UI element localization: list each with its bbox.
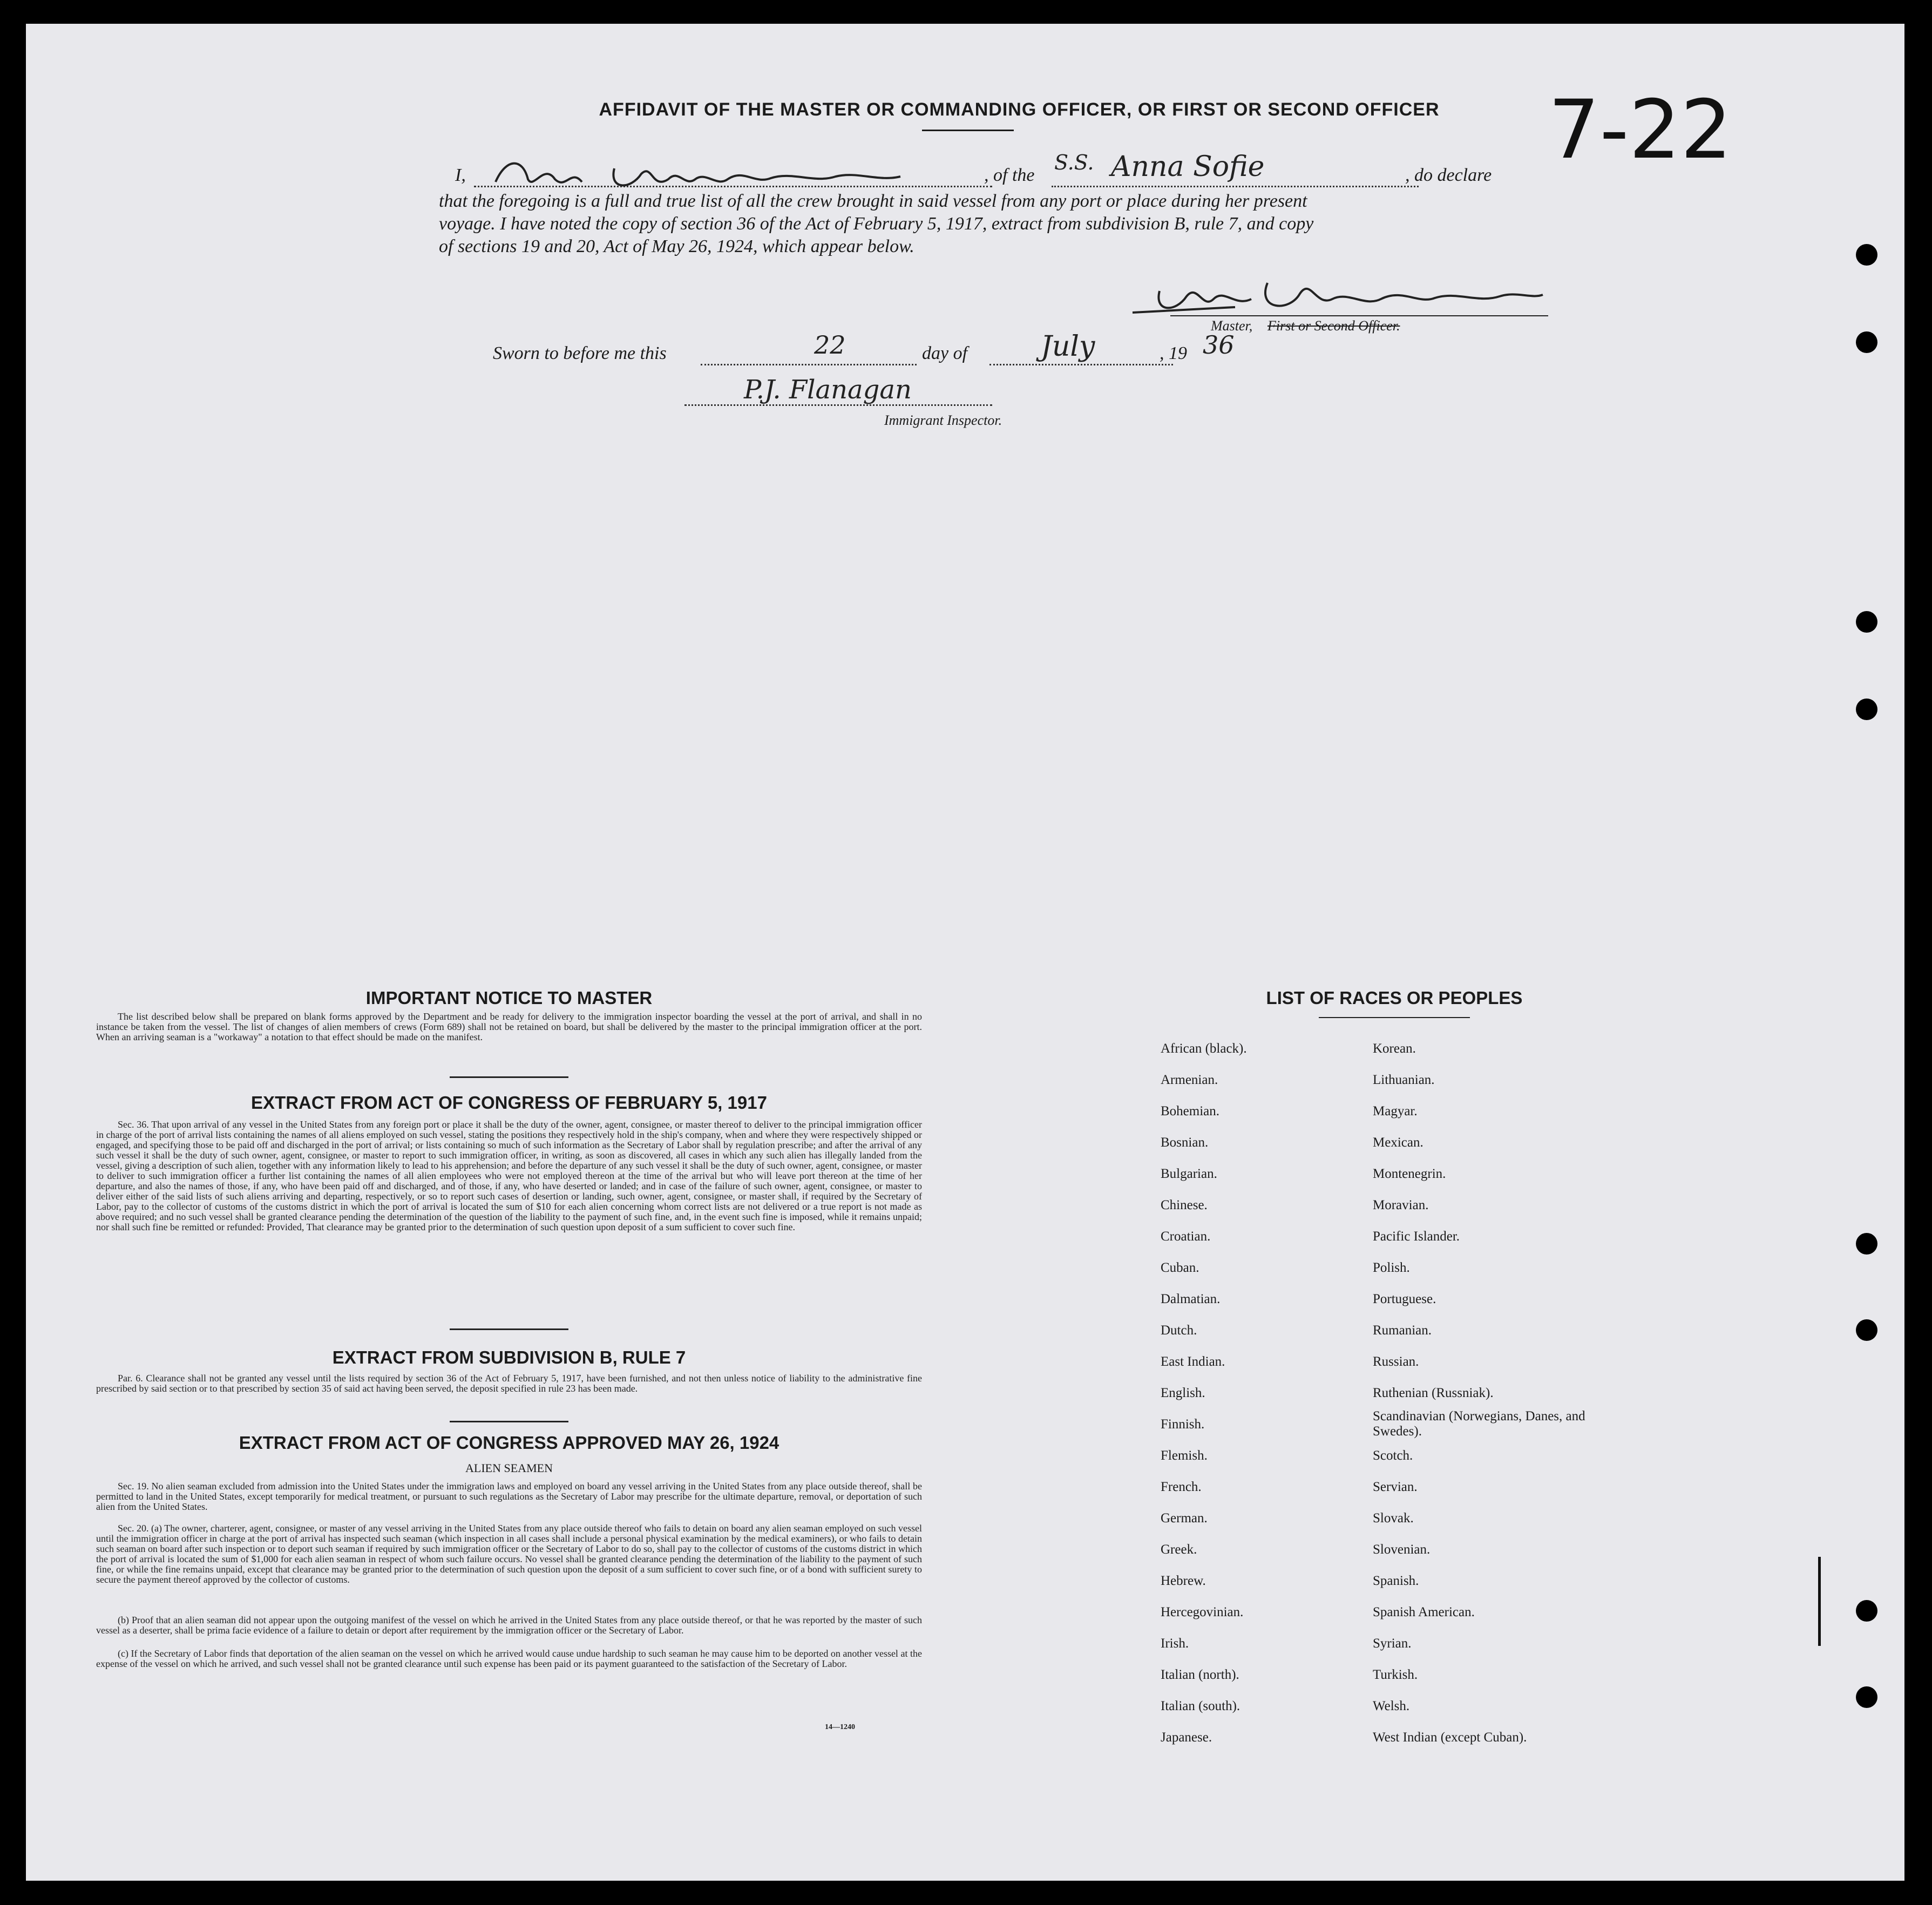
document-page xyxy=(26,24,1904,1881)
races-title: LIST OF RACES OR PEOPLES xyxy=(1266,988,1523,1008)
sec20c-text: (c) If the Secretary of Labor finds that deportation of the alien seaman on the vessel on which he arrived would cause undue hardship to such seaman he may cause him to be deported on another vessel at the expense of the vessel on which he arrived, and such vessel shall not be granted clearance until such expense has been paid or its payment guaranteed to the satisfaction of the Secretary of Labor. xyxy=(96,1648,922,1669)
master-label: Master, xyxy=(1211,318,1253,334)
race-item: Polish. xyxy=(1373,1260,1410,1275)
race-item: Bosnian. xyxy=(1161,1135,1209,1150)
race-item: Italian (north). xyxy=(1161,1667,1239,1682)
race-item: Armenian. xyxy=(1161,1073,1218,1087)
section-divider xyxy=(450,1328,568,1330)
sec19-text: Sec. 19. No alien seaman excluded from admission into the United States under the immigration laws and employed on board any vessel arriving in the United States from any place outside thereof, shall be permitted to land in the United States, except temporarily for medical treatment, or pursuant to such regulations as the Secretary of Labor may prescribe for the ultimate departure, removal, or deportation of such alien from the United States. xyxy=(96,1481,922,1512)
race-item: Korean. xyxy=(1373,1041,1416,1056)
sworn-label: Sworn to before me this xyxy=(493,343,667,363)
inspector-signature: P.J. Flanagan xyxy=(744,375,912,405)
race-item: Flemish. xyxy=(1161,1448,1208,1463)
race-item: African (black). xyxy=(1161,1041,1247,1056)
sec20a-text: Sec. 20. (a) The owner, charterer, agent, consignee, or master of any vessel arriving in the United States from any place outside thereof who fails to detain on board any alien seaman employed on such vessel until the immigration officer in charge at the port of arrival has inspected such seaman (which inspection in all cases shall include a personal physical examination by the medical examiners), or who fails to detain such seaman on board after such inspection or to deport such seaman if required by such immigration officer or the Secretary of Labor to do so, shall pay to the collector of customs of the customs district in which the port of arrival is located the sum of $1,000 for each alien seaman in respect of whom such failure occurs. No vessel shall be granted clearance pending the determination of the liability to the payment of such fine, or while the fine remains unpaid, except that clearance may be granted prior to the determination of such question upon the deposit of a sum sufficient to cover such fine, or of a bond with sufficient surety to secure the payment thereof approved by the collector of customs. xyxy=(96,1523,922,1585)
race-item: Magyar. xyxy=(1373,1104,1418,1118)
race-item: Lithuanian. xyxy=(1373,1073,1435,1087)
notice-text: The list described below shall be prepared on blank forms approved by the Department and be ready for delivery to the immigration inspector boarding the vessel at the port of arrival, and shall in no instance be taken from the vessel. The list of changes of alien members of crews (Form 689) shall not be retained on board, but shall be delivered by the master to the principal immigration officer at the port. When an arriving seaman is a "workaway" a notation to that effect should be made on the manifest. xyxy=(96,1011,922,1042)
race-item: Dutch. xyxy=(1161,1323,1197,1338)
inspector-line xyxy=(684,404,992,406)
i-label: I, xyxy=(455,165,466,185)
binder-hole xyxy=(1856,1233,1877,1255)
master-signature-second-image xyxy=(1127,261,1548,321)
race-item: Servian. xyxy=(1373,1480,1418,1494)
binder-hole xyxy=(1856,611,1877,633)
race-item: Italian (south). xyxy=(1161,1699,1240,1713)
sworn-month-value: July xyxy=(1041,330,1095,363)
alien-seamen-subtitle: ALIEN SEAMEN xyxy=(465,1461,553,1475)
race-item: Slovak. xyxy=(1373,1511,1414,1526)
binder-hole xyxy=(1856,699,1877,720)
race-item: Rumanian. xyxy=(1373,1323,1432,1338)
race-item: Chinese. xyxy=(1161,1198,1208,1212)
extract-rule7-title: EXTRACT FROM SUBDIVISION B, RULE 7 xyxy=(332,1347,686,1367)
race-item: Greek. xyxy=(1161,1542,1197,1557)
race-item: Scandinavian (Norwegians, Danes, and Swedes). xyxy=(1373,1409,1585,1439)
race-item: Syrian. xyxy=(1373,1636,1412,1651)
race-item: Portuguese. xyxy=(1373,1292,1436,1306)
race-item: French. xyxy=(1161,1480,1202,1494)
race-item: Scotch. xyxy=(1373,1448,1413,1463)
form-number: 14—1240 xyxy=(825,1723,855,1731)
vessel-prefix: S.S. xyxy=(1054,151,1094,174)
race-item: Welsh. xyxy=(1373,1699,1410,1713)
race-item: Dalmatian. xyxy=(1161,1292,1221,1306)
race-item: Montenegrin. xyxy=(1373,1167,1446,1181)
affidavit-body-line3: voyage. I have noted the copy of section 36 of the Act of February 5, 1917, extract from subdivision B, rule 7, and copy xyxy=(439,214,1314,234)
race-item: English. xyxy=(1161,1386,1205,1400)
race-item: Russian. xyxy=(1373,1354,1419,1369)
affidavit-title: AFFIDAVIT OF THE MASTER OR COMMANDING OFFICER, OR FIRST OR SECOND OFFICER xyxy=(599,99,1440,120)
master-signature-line xyxy=(1170,315,1548,316)
affidavit-body-line2: that the foregoing is a full and true list of all the crew brought in said vessel from any port or place during her present xyxy=(439,191,1307,211)
day-of-label: day of xyxy=(922,343,968,363)
affidavit-body-line4: of sections 19 and 20, Act of May 26, 1924, which appear below. xyxy=(439,236,914,256)
vessel-name: Anna Sofie xyxy=(1111,151,1265,183)
margin-pen-mark xyxy=(1818,1557,1821,1646)
race-item: Slovenian. xyxy=(1373,1542,1431,1557)
extract-1924-title: EXTRACT FROM ACT OF CONGRESS APPROVED MAY 26, 1924 xyxy=(239,1433,779,1453)
title-underline xyxy=(922,130,1014,131)
race-item: German. xyxy=(1161,1511,1208,1526)
race-item: Mexican. xyxy=(1373,1135,1423,1150)
binder-hole xyxy=(1856,1686,1877,1708)
of-the-label: , of the xyxy=(984,165,1035,185)
binder-hole xyxy=(1856,1319,1877,1341)
sec20b-text: (b) Proof that an alien seaman did not appear upon the outgoing manifest of the vessel on which he arrived in the United States from any place outside thereof, or that he was reported by the master of such vessel as a deserter, shall be prima facie evidence of a failure to detain or deport after requirement by the immigration officer or the Secretary of Labor. xyxy=(96,1615,922,1636)
race-item: Spanish. xyxy=(1373,1574,1419,1588)
race-item: Ruthenian (Russniak). xyxy=(1373,1386,1494,1400)
sworn-year-value: 36 xyxy=(1203,330,1235,360)
sworn-day-value: 22 xyxy=(814,330,846,360)
month-line xyxy=(989,364,1173,365)
race-item: Pacific Islander. xyxy=(1373,1229,1460,1244)
master-signature-image xyxy=(490,152,911,195)
year-prefix: , 19 xyxy=(1160,343,1187,363)
binder-hole xyxy=(1856,331,1877,353)
race-item: Hercegovinian. xyxy=(1161,1605,1244,1619)
race-item: Bulgarian. xyxy=(1161,1167,1217,1181)
race-item: Finnish. xyxy=(1161,1417,1205,1432)
race-item: Irish. xyxy=(1161,1636,1189,1651)
races-column-2 xyxy=(1373,1033,1599,1753)
extract-1917-text: Sec. 36. That upon arrival of any vessel in the United States from any foreign port or place it shall be the duty of the owner, agent, consignee, or master thereof to deliver to the principal immigration officer in charge of the port of arrival lists containing the names of all aliens employed on such vessel, stating the positions they respectively hold in the ship's company, when and where they were respectively shipped or engaged, and specifying those to be paid off and discharged in the port of arrival; or lists containing so much of such information as the Secretary of Labor shall by regulation prescribe; and after the arrival of any such vessel it shall be the duty of such owner, agent, consignee, or master to report to such immigration officer, in writing, as soon as discovered, all cases in which any such alien has illegally landed from the vessel, giving a description of such alien, together with any information likely to lead to his apprehension; and before the departure of any such vessel it shall be the duty of such owner, agent, consignee, or master to deliver to such immigration officer a further list containing the names of all alien employees who were not employed thereon at the time of the arrival but who will leave port thereon at the time of her departure, and also the names of those, if any, who have been paid off and discharged, and of those, if any, who have deserted or landed; and in case of the failure of such owner, agent, consignee, or master to deliver either of the said lists of such aliens arriving and departing, respectively, or so to report such cases of desertion or landing, such owner, agent, consignee, or master shall, if required by the Secretary of Labor, pay to the collector of customs of the customs district in which the port of arrival is located the sum of $10 for each alien concerning whom correct lists are not delivered or a true report is not made as above required; and no such vessel shall be granted clearance pending the determination of the question of the liability to the payment of such fine, and, in the event such fine is imposed, while it remains unpaid; nor shall such fine be remitted or refunded: Provided, That clearance may be granted prior to the determination of such question upon deposit of a sum sufficient to cover such fine. xyxy=(96,1119,922,1232)
race-item: Croatian. xyxy=(1161,1229,1211,1244)
vessel-name-line xyxy=(1052,186,1419,187)
section-divider xyxy=(450,1076,568,1078)
inspector-label: Immigrant Inspector. xyxy=(884,412,1002,428)
binder-hole xyxy=(1856,1600,1877,1622)
races-title-underline xyxy=(1319,1017,1470,1018)
section-divider xyxy=(450,1421,568,1422)
race-item: Turkish. xyxy=(1373,1667,1418,1682)
races-column-1 xyxy=(1161,1033,1360,1753)
race-item: Bohemian. xyxy=(1161,1104,1220,1118)
struck-officer-label: First or Second Officer. xyxy=(1267,318,1400,334)
race-item: Cuban. xyxy=(1161,1260,1199,1275)
race-item: East Indian. xyxy=(1161,1354,1225,1369)
race-item: West Indian (except Cuban). xyxy=(1373,1730,1527,1745)
race-item: Hebrew. xyxy=(1161,1574,1206,1588)
extract-1917-title: EXTRACT FROM ACT OF CONGRESS OF FEBRUARY 5, 1917 xyxy=(251,1093,767,1113)
day-line xyxy=(701,364,917,365)
binder-hole xyxy=(1856,244,1877,266)
notice-title: IMPORTANT NOTICE TO MASTER xyxy=(365,988,653,1008)
race-item: Spanish American. xyxy=(1373,1605,1475,1619)
extract-rule7-text: Par. 6. Clearance shall not be granted any vessel until the lists required by section 36 of the Act of February 5, 1917, have been furnished, and not then unless notice of liability to the administrative fine prescribed by said section or to that prescribed by section 35 of said act having been served, the deposit specified in rule 23 has been made. xyxy=(96,1373,922,1394)
do-declare-label: , do declare xyxy=(1405,165,1492,185)
race-item: Moravian. xyxy=(1373,1198,1429,1212)
handwritten-corner-note: 7-22 xyxy=(1548,83,1732,177)
race-item: Japanese. xyxy=(1161,1730,1212,1745)
